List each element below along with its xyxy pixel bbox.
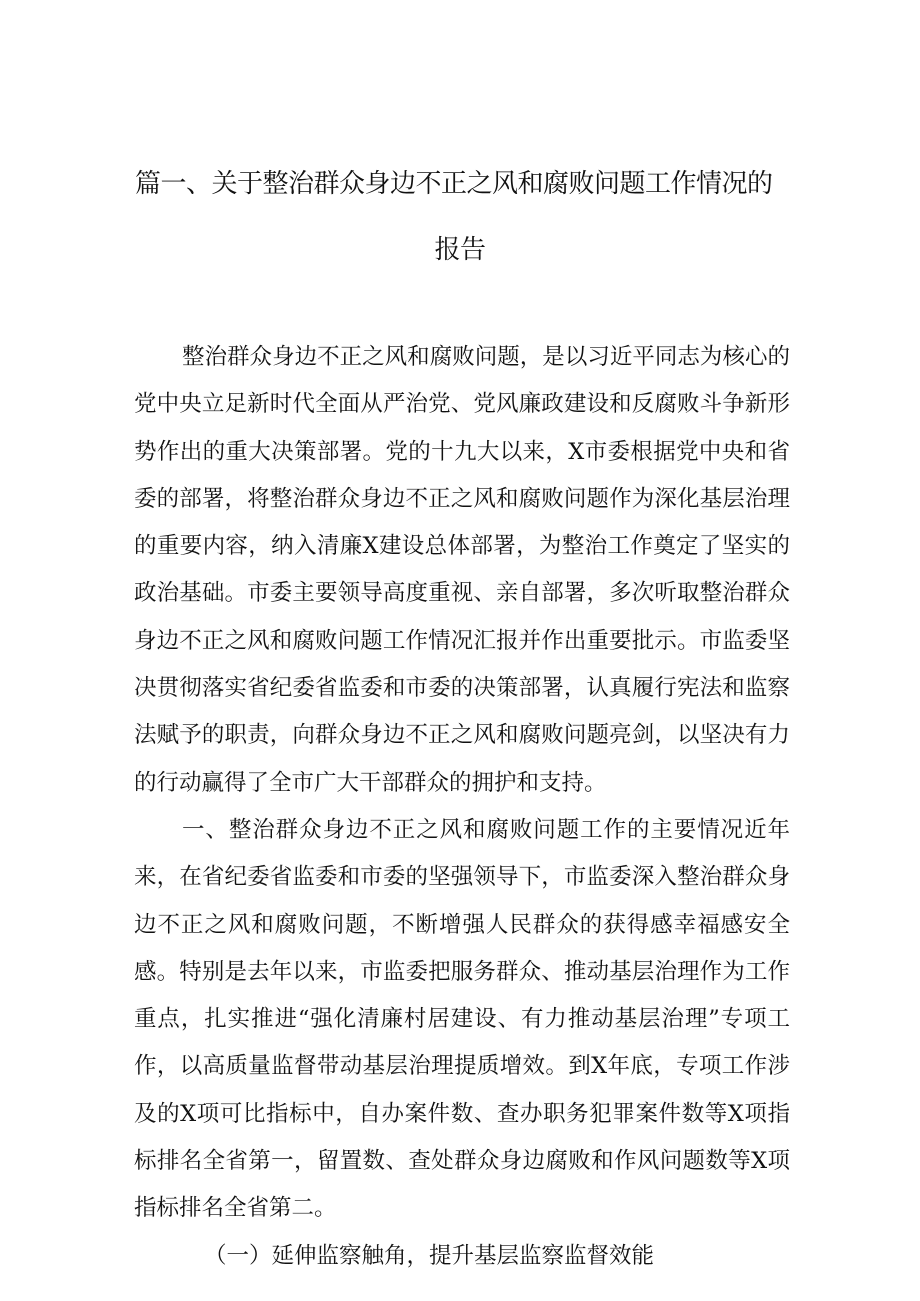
subsection1-heading: （一）延伸监察触角，提升基层监察监督效能 xyxy=(204,1242,655,1269)
section1-heading: 一、整治群众身边不正之风和腐败问题工作的主要情况 xyxy=(182,816,745,843)
section1-text: 近年来，在省纪委省监委和市委的坚强领导下，市监委深入整治群众身边不正之风和腐败问题，不断增强人民群众的获得感幸福感安全感。特别是去年以来，市监委把服务群众、推动基层治理作为工作重点，扎实推进“强化清廉村居建设、有力推动基层治理”专项工作，以高质量监督带动基层治理提质增效。到X年底，专项工作涉及的X项可比指标中，自办案件数、查办职务犯罪案件数等X项指标排名全省第一，留置数、查处群众身边腐败和作风问题数等X项指标排名全省第二。 xyxy=(134,816,790,1222)
document-title-line1: 篇一、关于整治群众身边不正之风和腐败问题工作情况的 xyxy=(135,169,773,199)
document-title-line2: 报告 xyxy=(434,235,486,265)
intro-paragraph: 整治群众身边不正之风和腐败问题，是以习近平同志为核心的党中央立足新时代全面从严治党、党风廉政建设和反腐败斗争新形势作出的重大决策部署。党的十九大以来，X市委根据党中央和省委的部署，将整治群众身边不正之风和腐败问题作为深化基层治理的重要内容，纳入清廉X建设总体部署，为整治工作奠定了坚实的政治基础。市委主要领导高度重视、亲自部署，多次听取整治群众身边不正之风和腐败问题工作情况汇报并作出重要批示。市监委坚决贯彻落实省纪委省监委和市委的决策部署，认真履行宪法和监察法赋予的职责，向群众身边不正之风和腐败问题亮剑，以坚决有力的行动赢得了全市广大干部群众的拥护和支持。 xyxy=(134,344,790,796)
document-body xyxy=(134,334,790,1280)
section1-paragraph xyxy=(134,807,790,1233)
